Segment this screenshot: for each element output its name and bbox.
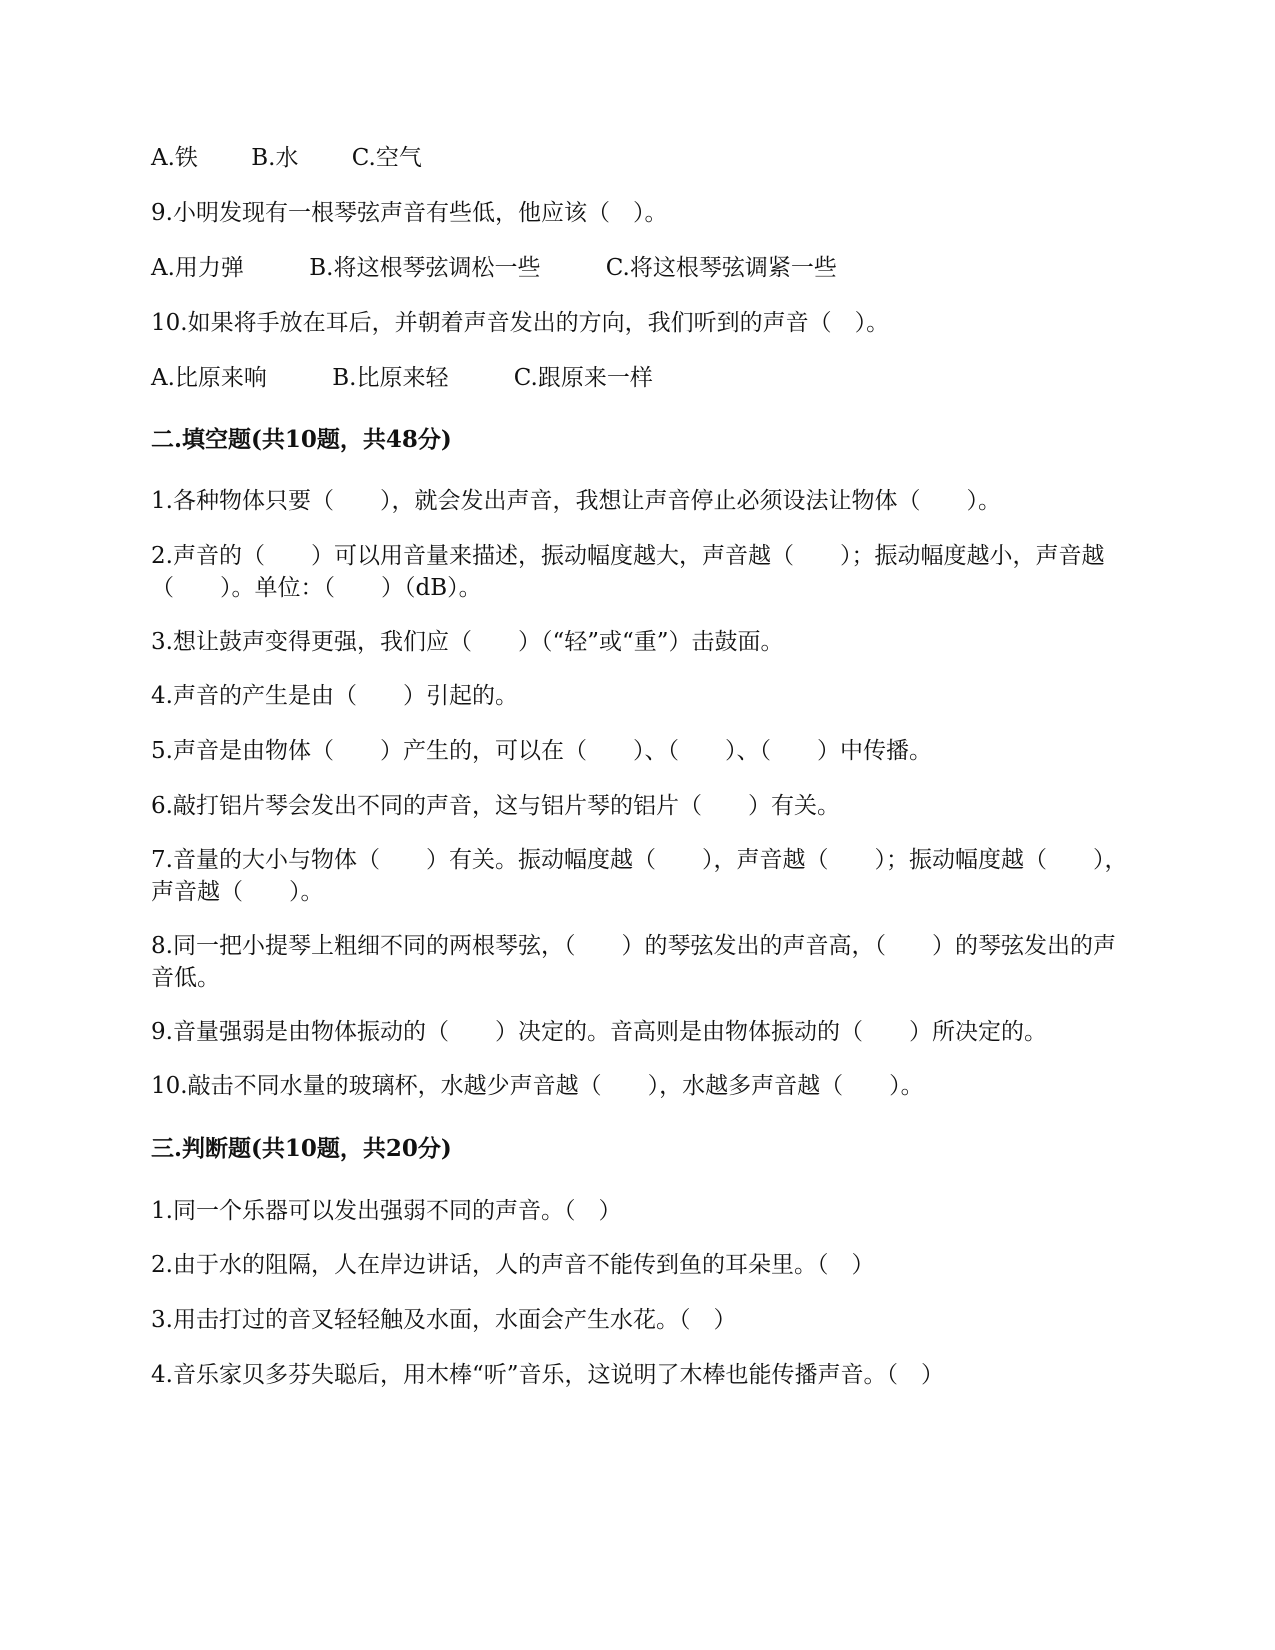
option-b: B.水: [251, 145, 299, 171]
option-a: A.铁: [151, 145, 198, 171]
judge-item-2: 2.由于水的阻隔，人在岸边讲话，人的声音不能传到鱼的耳朵里。（ ）: [151, 1252, 875, 1278]
fill-item-9: 9.音量强弱是由物体振动的（ ）决定的。音高则是由物体振动的（ ）所决定的。: [151, 1019, 1047, 1045]
option-a: A.用力弹: [151, 255, 244, 281]
option-c: C.将这根琴弦调紧一些: [605, 255, 837, 281]
q8-options: [151, 142, 1131, 174]
section-heading-fill: 二.填空题(共10题，共48分): [151, 426, 452, 453]
fill-item-2: 2.声音的（ ）可以用音量来描述，振动幅度越大，声音越（ ）；振动幅度越小，声音越（ ）。单位：（ ）（dB）。: [151, 543, 1105, 601]
fill-item-10: 10.敲击不同水量的玻璃杯，水越少声音越（ ），水越多声音越（ ）。: [151, 1073, 924, 1099]
judge-item-1: 1.同一个乐器可以发出强弱不同的声音。（ ）: [151, 1198, 622, 1224]
option-b: B.将这根琴弦调松一些: [309, 255, 541, 281]
fill-item-7: 7.音量的大小与物体（ ）有关。振动幅度越（ ），声音越（ ）；振动幅度越（ ），声音越（ ）。: [151, 847, 1128, 905]
fill-item-8: 8.同一把小提琴上粗细不同的两根琴弦，（ ）的琴弦发出的声音高，（ ）的琴弦发出的声音低。: [151, 933, 1116, 991]
option-c: C.跟原来一样: [513, 365, 653, 391]
fill-item-5: 5.声音是由物体（ ）产生的，可以在（ ）、（ ）、（ ）中传播。: [151, 738, 932, 764]
option-a: A.比原来响: [151, 365, 267, 391]
judge-item-4: 4.音乐家贝多芬失聪后，用木棒“听”音乐，这说明了木棒也能传播声音。（ ）: [151, 1362, 944, 1388]
q9-options: [151, 252, 1131, 284]
q10-options: [151, 362, 1131, 394]
fill-item-3: 3.想让鼓声变得更强，我们应（ ）（“轻”或“重”）击鼓面。: [151, 629, 784, 655]
section-heading-judge: 三.判断题(共10题，共20分): [151, 1135, 452, 1162]
option-b: B.比原来轻: [332, 365, 449, 391]
judge-item-3: 3.用击打过的音叉轻轻触及水面，水面会产生水花。（ ）: [151, 1307, 737, 1333]
fill-item-6: 6.敲打铝片琴会发出不同的声音，这与铝片琴的铝片（ ）有关。: [151, 793, 840, 819]
q9-question: 9.小明发现有一根琴弦声音有些低，他应该（ ）。: [151, 200, 668, 226]
q10-question: 10.如果将手放在耳后，并朝着声音发出的方向，我们听到的声音（ ）。: [151, 310, 890, 336]
option-c: C.空气: [351, 145, 422, 171]
fill-item-1: 1.各种物体只要（ ），就会发出声音，我想让声音停止必须设法让物体（ ）。: [151, 488, 1001, 514]
fill-item-4: 4.声音的产生是由（ ）引起的。: [151, 683, 518, 709]
